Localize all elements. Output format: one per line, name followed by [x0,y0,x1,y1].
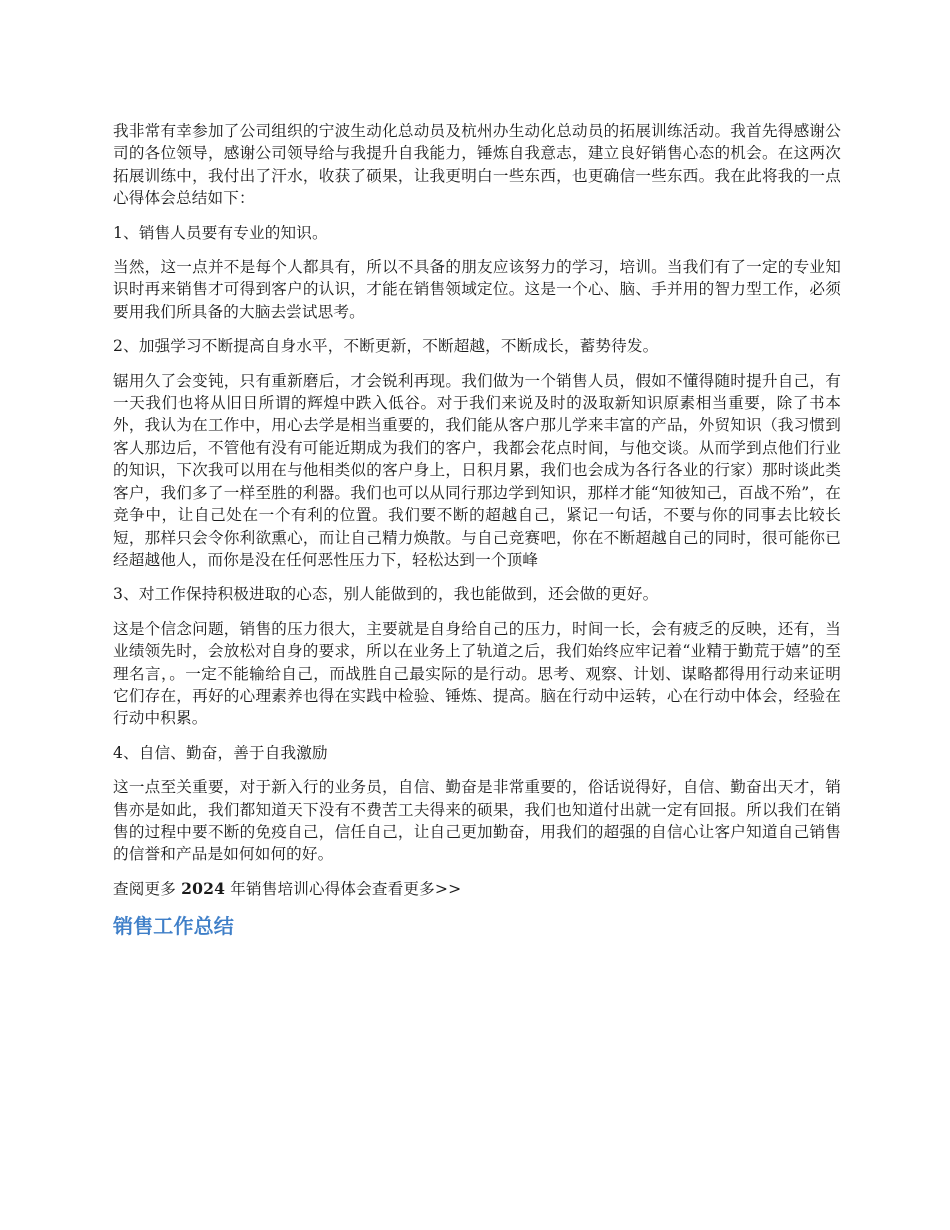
section-3-body: 这是个信念问题，销售的压力很大，主要就是自身给自己的压力，时间一长，会有疲乏的反映，还有，当业绩领先时，会放松对自身的要求，所以在业务上了轨道之后，我们始终应牢记着“业精于勤荒于嬉”的至理名言，。一定不能输给自己，而战胜自己最实际的是行动。思考、观察、计划、谋略都得用行动来证明它们存在，再好的心理素养也得在实践中检验、锤炼、提高。脑在行动中运转，心在行动中体会，经验在行动中积累。 [113,619,841,728]
section-4-heading: 4、自信、勤奋，善于自我激励 [113,743,328,762]
section-title: 销售工作总结 [113,914,234,939]
read-more-link[interactable] [113,878,841,900]
section-3-heading: 3、对工作保持积极进取的心态，别人能做到的，我也能做到，还会做的更好。 [113,585,659,604]
section-1-heading: 1、销售人员要有专业的知识。 [113,223,328,242]
section-4-body: 这一点至关重要，对于新入行的业务员，自信、勤奋是非常重要的，俗话说得好，自信、勤奋出天才，销售亦是如此，我们都知道天下没有不费苦工夫得来的硕果，我们也知道付出就一定有回报。所以我们在销售的过程中要不断的免疫自己，信任自己，让自己更加勤奋，用我们的超强的自信心让客户知道自己销售的信誉和产品是如何如何的好。 [113,778,841,864]
section-2-heading: 2、加强学习不断提高自身水平，不断更新，不断超越，不断成长，蓄势待发。 [113,337,659,356]
intro-paragraph: 我非常有幸参加了公司组织的宁波生动化总动员及杭州办生动化总动员的拓展训练活动。我首先得感谢公司的各位领导，感谢公司领导给与我提升自我能力，锤炼自我意志，建立良好销售心态的机会。在这两次拓展训练中，我付出了汗水，收获了硕果，让我更明白一些东西，也更确信一些东西。我在此将我的一点心得体会总结如下： [113,122,841,208]
section-2-body: 锯用久了会变钝，只有重新磨后，才会锐利再现。我们做为一个销售人员，假如不懂得随时提升自己，有一天我们也将从旧日所谓的辉煌中跌入低谷。对于我们来说及时的汲取新知识原素相当重要，除了书本外，我认为在工作中，用心去学是相当重要的，我们能从客户那儿学来丰富的产品，外贸知识（我习惯到客人那边后，不管他有没有可能近期成为我们的客户，我都会花点时间，与他交谈。从而学到点他们行业的知识，下次我可以用在与他相类似的客户身上，日积月累，我们也会成为各行各业的行家）那时谈此类客户，我们多了一样至胜的利器。我们也可以从同行那边学到知识，那样才能“知彼知己，百战不殆”，在竞争中，让自己处在一个有利的位置。我们要不断的超越自己，紧记一句话，不要与你的同事去比较长短，那样只会令你利欲熏心，而让自己精力焕散。与自己竞赛吧，你在不断超越自己的同时，很可能你已经超越他人，而你是没在任何恶性压力下，轻松达到一个顶峰 [113,371,841,569]
document-body [113,120,841,940]
read-more-prefix: 查阅更多 [113,879,176,898]
read-more-year: 2024 [181,878,226,898]
read-more-suffix: 年销售培训心得体会查看更多>> [230,879,462,898]
section-1-body: 当然，这一点并不是每个人都具有，所以不具备的朋友应该努力的学习，培训。当我们有了一定的专业知识时再来销售才可得到客户的认识，才能在销售领域定位。这是一个心、脑、手并用的智力型工作，必须要用我们所具备的大脑去尝试思考。 [113,258,841,321]
